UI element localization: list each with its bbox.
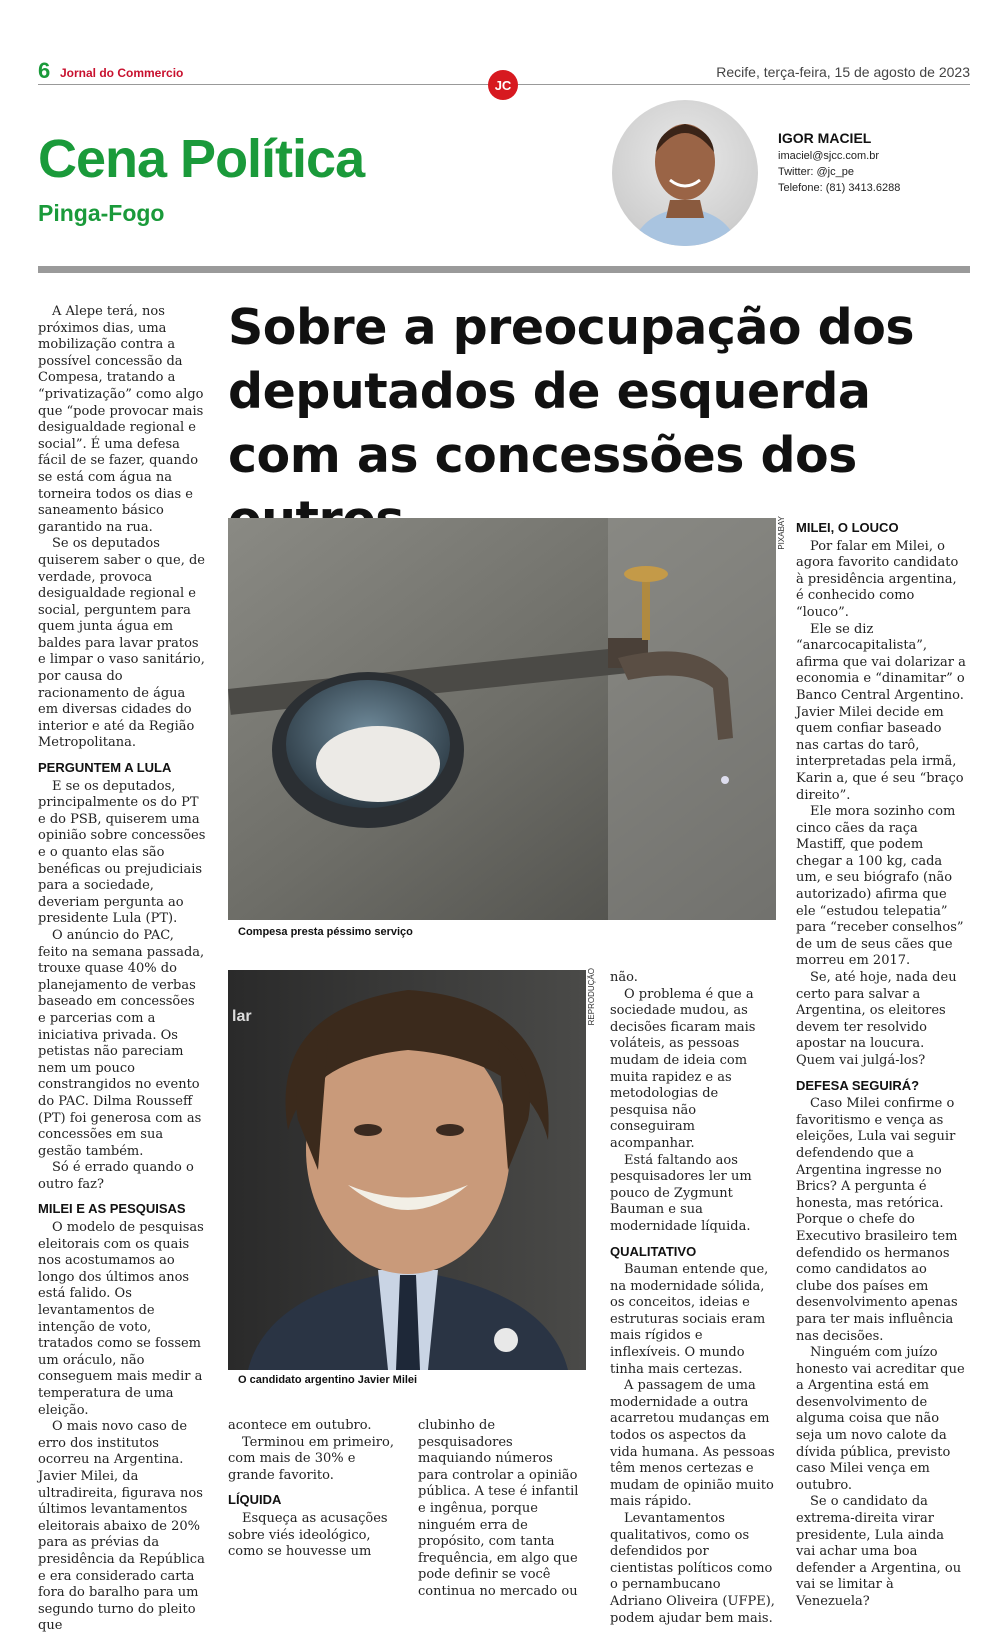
subheading: MILEI, O LOUCO — [796, 520, 899, 535]
paragraph: Por falar em Milei, o agora favorito candidato à presidência argentina, é conhecido como “louco”. — [796, 538, 959, 620]
paragraph: O modelo de pesquisas eleitorais com os quais nos acostumamos ao longo dos últimos anos está falido. Os levantamentos de intenção de voto, tratados como se fossem um oráculo, não conseguem mais medir a temperatura de uma eleição. — [38, 1220, 204, 1418]
paragraph: Ele mora sozinho com cinco cães da raça Mastiff, que podem chegar a 100 kg, cada um, e seu biógrafo (não autorizado) afirma que ele “estudou telepatia” para “receber conselhos” de um de seus cães que morreu em 2017. — [796, 804, 964, 969]
paragraph: O problema é que a sociedade mudou, as decisões ficaram mais voláteis, as pessoas mudam de ideia com muita rapidez e as metodologias de pesquisa não conseguiram acompanhar. — [610, 986, 756, 1151]
subheading: QUALITATIVO — [610, 1243, 697, 1259]
photo-milei-overlay-text: lar — [232, 1008, 252, 1025]
subheading: PERGUNTEM A LULA — [38, 760, 172, 776]
photo-milei — [228, 970, 586, 1370]
photo-faucet-credit: PIXABAY — [777, 516, 786, 550]
section-rule — [38, 266, 970, 273]
paragraph: Terminou em primeiro, com mais de 30% e grande favorito. — [228, 1434, 394, 1483]
photo-faucet-caption: Compesa presta péssimo serviço — [238, 926, 413, 938]
paragraph: Esqueça as acusações sobre viés ideológico, como se houvesse um — [228, 1510, 388, 1560]
column-2 — [228, 1418, 396, 1561]
paragraph: E se os deputados, principalmente os do PT e do PSB, quiserem uma opinião sobre concessões e o quanto elas são benéficas ou prejudiciais para a sociedade, deveriam pergunta ao presidente Lula (PT). — [38, 778, 206, 927]
photo-faucet — [228, 518, 776, 920]
paragraph: Caso Milei confirme o favoritismo e vença as eleições, Lula vai seguir defendendo que a Argentina ingresse no Brics? A pergunta é honesta, mas retórica. Porque o chefe do Executivo brasileiro tem defendido os hermanos como candidatos ao clube dos países em desenvolvimento apenas para ter mais influência nas decisões. — [796, 1096, 958, 1344]
subheading: MILEI E AS PESQUISAS — [38, 1201, 186, 1217]
column-5 — [796, 520, 966, 1611]
paragraph: Ele se diz “anarcocapitalista”, afirma que vai dolarizar a economia e “dinamitar” o Banco Central Argentino. Javier Milei decide em quem confiar baseado nas cartas do tarô, interpretadas pela irmã, Karin a, que é seu “braço direito”. — [796, 621, 966, 803]
paragraph: A Alepe terá, nos próximos dias, uma mobilização contra a possível concessão da Compesa, tratando a “privatização” como algo que “pode provocar mais desigualdade regional e social”. É uma defesa fácil de se fazer, quando se está com água na torneira todos os dias e saneamento básico garantido na rua. — [38, 304, 204, 535]
section-title: Cena Política — [38, 129, 365, 189]
page-number: 6 — [38, 58, 51, 83]
author-photo — [612, 100, 758, 246]
author-email: imaciel@sjcc.com.br — [778, 150, 880, 162]
paragraph: Está faltando aos pesquisadores ler um pouco de Zygmunt Bauman e sua modernidade líquida. — [610, 1152, 752, 1234]
paragraph: não. — [610, 970, 638, 985]
paragraph: O anúncio do PAC, feito na semana passada, trouxe quase 40% do planejamento de verbas baseado em concessões e parcerias com a iniciativa privada. Os petistas não pareciam nem um pouco constrangidos no evento do PAC. Dilma Rousseff (PT) foi generosa com as concessões em sua gestão também. — [38, 927, 205, 1159]
photo-milei-caption: O candidato argentino Javier Milei — [238, 1374, 418, 1386]
paragraph: Bauman entende que, na modernidade sólida, os conceitos, ideias e estruturas sociais eram mais rígidos e inflexíveis. O mundo tinha mais certezas. — [610, 1262, 769, 1377]
paragraph: Se o candidato da extrema-direita virar presidente, Lula ainda vai achar uma boa defender a Argentina, ou vai se limitar à Venezuela? — [796, 1494, 962, 1609]
author-phone: Telefone: (81) 3413.6288 — [778, 182, 901, 194]
subheading: DEFESA SEGUIRÁ? — [796, 1077, 920, 1093]
author-twitter: Twitter: @jc_pe — [778, 166, 854, 178]
photo-milei-credit: REPRODUÇÃO — [587, 968, 596, 1026]
section-subtitle: Pinga-Fogo — [38, 200, 165, 226]
paragraph: A passagem de uma modernidade a outra acarretou mudanças em todos os aspectos da vida humana. As pessoas têm menos certezas e mudam de opinião muito mais rápido. — [610, 1378, 775, 1510]
paragraph: clubinho de pesquisadores maquiando números para controlar a opinião pública. A tese é infantil e ingênua, porque ninguém erra de propósito, com tanta frequência, em algo que pode definir se você continua no mercado ou — [418, 1418, 579, 1599]
jc-logo: JC — [488, 70, 518, 100]
paragraph: Só é errado quando o outro faz? — [38, 1160, 194, 1192]
author-name: IGOR MACIEL — [778, 130, 872, 146]
column-1 — [38, 304, 206, 1635]
paragraph: Ninguém com juízo honesto vai acreditar que a Argentina está em desenvolvimento de alguma coisa que não seja um novo calote da dívida pública, previsto caso Milei vença em outubro. — [796, 1345, 965, 1493]
subheading: LÍQUIDA — [228, 1492, 282, 1508]
paragraph: acontece em outubro. — [228, 1418, 372, 1433]
column-4 — [610, 970, 776, 1627]
newspaper-name: Jornal do Commercio — [60, 66, 184, 80]
paragraph: Se, até hoje, nada deu certo para salvar a Argentina, os eleitores devem ter resolvido apostar na loucura. Quem vai julgá-los? — [796, 970, 957, 1068]
column-3 — [418, 1418, 586, 1601]
issue-date: Recife, terça-feira, 15 de agosto de 2023 — [716, 64, 970, 80]
paragraph: Se os deputados quiserem saber o que, de verdade, provoca desigualdade regional e social, perguntem para quem junta água em baldes para lavar pratos e limpar o vaso sanitário, por causa do racionamento de água em diversas cidades do interior e até da Região Metropolitana. — [38, 536, 205, 751]
paragraph: Levantamentos qualitativos, como os defendidos por cientistas políticos como o pernambucano Adriano Oliveira (UFPE), podem ajudar bem mais. — [610, 1511, 775, 1626]
paragraph: O mais novo caso de erro dos institutos ocorreu na Argentina. Javier Milei, da ultradireita, figurava nos últimos levantamentos eleitorais abaixo de 20% para as prévias da presidência da República e era considerado carta fora do baralho para um segundo turno do pleito que — [38, 1419, 205, 1634]
headline: Sobre a preocupação dos deputados de esquerda com as concessões dos — [228, 299, 915, 484]
